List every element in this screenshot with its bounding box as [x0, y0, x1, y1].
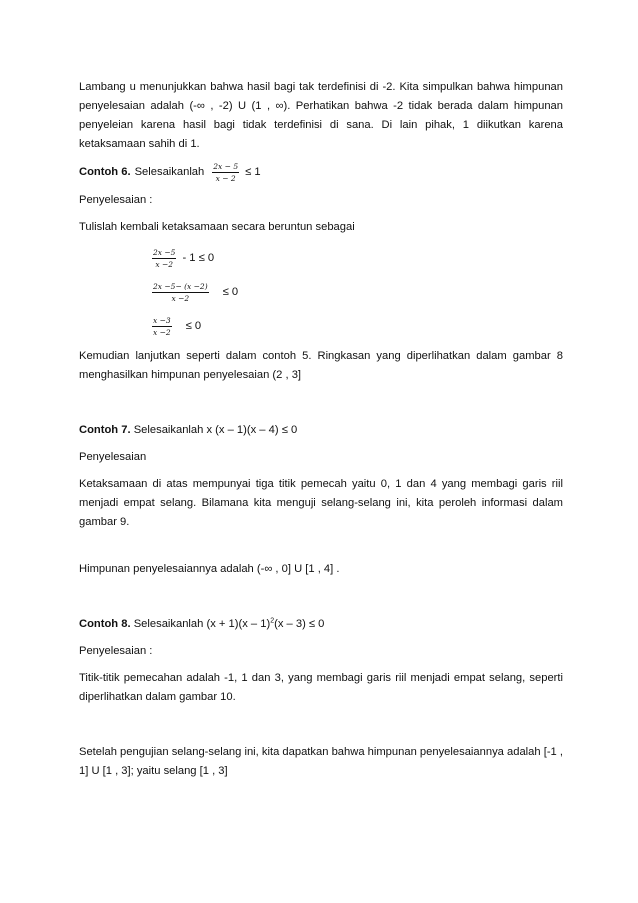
solution-label: Penyelesaian :: [79, 645, 153, 657]
breakpoints-paragraph-8: Titik-titik pemecahan adalah -1, 1 dan 3, yang membagi garis riil menjadi empat selang, seperti diperlihatkan dalam gambar 10.: [79, 672, 563, 703]
example-8-label: Contoh 8.: [79, 618, 131, 630]
exponent: 2: [270, 617, 275, 625]
example-6-fraction: [212, 162, 239, 183]
step-inequality: ≤ 0: [222, 286, 239, 298]
step-inequality: - 1 ≤ 0: [182, 252, 215, 264]
step-fraction: [152, 248, 176, 269]
conclusion-paragraph: Setelah pengujian selang-selang ini, kita dapatkan bahwa himpunan penyelesaiannya adalah [-1 , 1] U [1 , 3]; yaitu selang [1 , 3]: [79, 746, 563, 777]
fraction-denominator: x −2: [153, 327, 171, 337]
example-6-heading: [79, 162, 563, 183]
page-content: [79, 78, 563, 781]
step-inequality: ≤ 0: [185, 320, 202, 332]
fraction-denominator: x − 2: [215, 174, 236, 183]
intro-paragraph: Lambang u menunjukkan bahwa hasil bagi tak terdefinisi di -2. Kita simpulkan bahwa himpunan penyelesaian adalah (-∞ , -2) U (1 , ∞). Perhatikan bahwa -2 tidak berada dalam himpunan penyeleian karena hasil bagi tidak terdefinisi di sana. Di lain pihak, 1 diikutkan karena ketaksamaan sahih di 1.: [79, 81, 563, 150]
continue-paragraph: Kemudian lanjutkan seperti dalam contoh 5. Ringkasan yang diperlihatkan dalam gambar 8 menghasilkan himpunan penyelesaian (2 , 3]: [79, 350, 563, 381]
steps-block: [152, 241, 563, 343]
example-7-label: Contoh 7.: [79, 424, 131, 436]
rewrite-paragraph: Tulislah kembali ketaksamaan secara beruntun sebagai: [79, 221, 355, 233]
step-row: [152, 275, 563, 309]
step-row: [152, 241, 563, 275]
example-8-heading: [79, 615, 563, 634]
step-fraction: [152, 282, 209, 303]
fraction-denominator: x −2: [171, 293, 190, 303]
example-6-inequality: ≤ 1: [245, 166, 261, 178]
fraction-numerator: 2x −5: [153, 247, 176, 257]
step-fraction: [152, 316, 172, 337]
example-7-heading: [79, 421, 563, 440]
example-8-text-a: Selesaikanlah (x + 1)(x – 1): [133, 618, 271, 630]
fraction-numerator: 2x − 5: [213, 162, 239, 171]
fraction-numerator: 2x −5− (x −2): [153, 281, 208, 291]
example-6-label: Contoh 6.: [79, 166, 131, 178]
solution-set-7: Himpunan penyelesaiannya adalah (-∞ , 0] U [1 , 4] .: [79, 563, 340, 575]
solution-label: Penyelesaian: [79, 451, 147, 463]
example-6-text: Selesaikanlah: [134, 166, 205, 178]
example-7-text: Selesaikanlah x (x – 1)(x – 4) ≤ 0: [133, 424, 298, 436]
example-8-text-b: (x – 3) ≤ 0: [274, 618, 325, 630]
fraction-numerator: x −3: [153, 315, 171, 325]
breakpoints-paragraph: Ketaksamaan di atas mempunyai tiga titik pemecah yaitu 0, 1 dan 4 yang membagi garis riil menjadi empat selang. Bilamana kita menguji selang-selang ini, kita peroleh informasi dalam gambar 9.: [79, 478, 563, 528]
step-row: [152, 309, 563, 343]
fraction-denominator: x −2: [155, 259, 174, 269]
solution-label: Penyelesaian :: [79, 194, 153, 206]
